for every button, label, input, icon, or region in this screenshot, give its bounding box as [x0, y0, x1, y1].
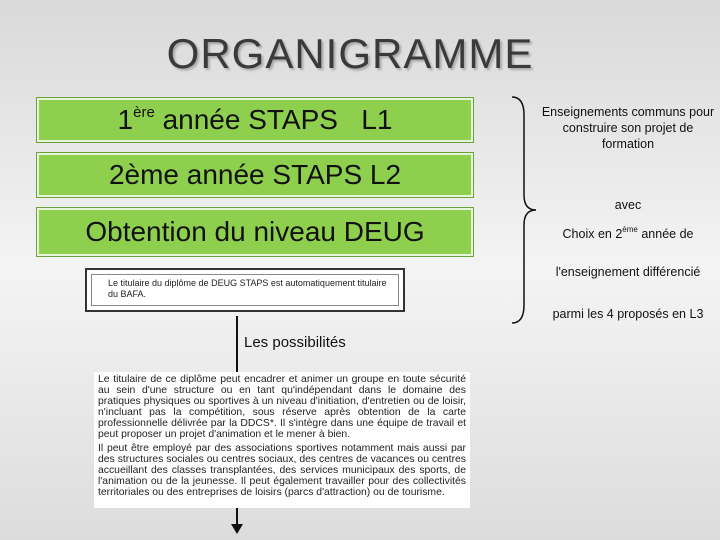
possibilites-label: Les possibilités — [244, 334, 346, 351]
box-l1 — [36, 97, 474, 143]
right-text-choix: Choix en 2ème année de — [562, 225, 694, 241]
box-deug — [36, 207, 474, 257]
right-text-enseignements: Enseignements communs pour construire son projet de formation — [541, 105, 715, 151]
box-l2 — [36, 152, 474, 198]
box-deug-label: Obtention du niveau DEUG — [85, 216, 425, 247]
bafa-note-box — [85, 268, 405, 312]
right-brace-icon — [510, 95, 540, 325]
career-paragraph-1: Le titulaire de ce diplôme peut encadrer et animer un groupe en toute sécurité au sein d'une structure ou en tant qu'indépendant dans le domaine des pratiques physiques ou sportives à un niveau d'initiation, d'entretien ou de loisir, n'incluant pas la compétition, sous réserve après obtention de la carte professionnelle délivrée par la DDCS*. Il s'intègre dans une équipe de travail et peut proposer un projet d'animation et le mener à bien. — [98, 374, 466, 440]
right-text-enseignement-differencie: l'enseignement différencié — [555, 265, 701, 279]
right-text-avec: avec — [614, 198, 642, 212]
career-paragraph-2: Il peut être employé par des associations sportives notamment mais aussi par des structures sociales ou centres sociaux, des centres de vacances ou centres accueillant des classes transplantées, des services municipaux des sports, de l'animation ou de la jeunesse. Il peut également travailler pour des collectivités territoriales ou des entreprises de loisirs (parcs d'attraction) ou de tourisme. — [98, 443, 466, 498]
box-l2-label: 2ème année STAPS L2 — [108, 159, 402, 190]
page-title: ORGANIGRAMME — [166, 30, 534, 77]
career-paragraph — [94, 372, 470, 508]
bafa-note-text: Le titulaire du diplôme de DEUG STAPS est automatiquement titulaire du BAFA. — [91, 274, 399, 306]
down-arrow-icon — [231, 524, 243, 534]
right-text-parmi: parmi les 4 proposés en L3 — [552, 307, 704, 321]
box-l1-label: 1ère année STAPS L1 — [117, 104, 393, 135]
